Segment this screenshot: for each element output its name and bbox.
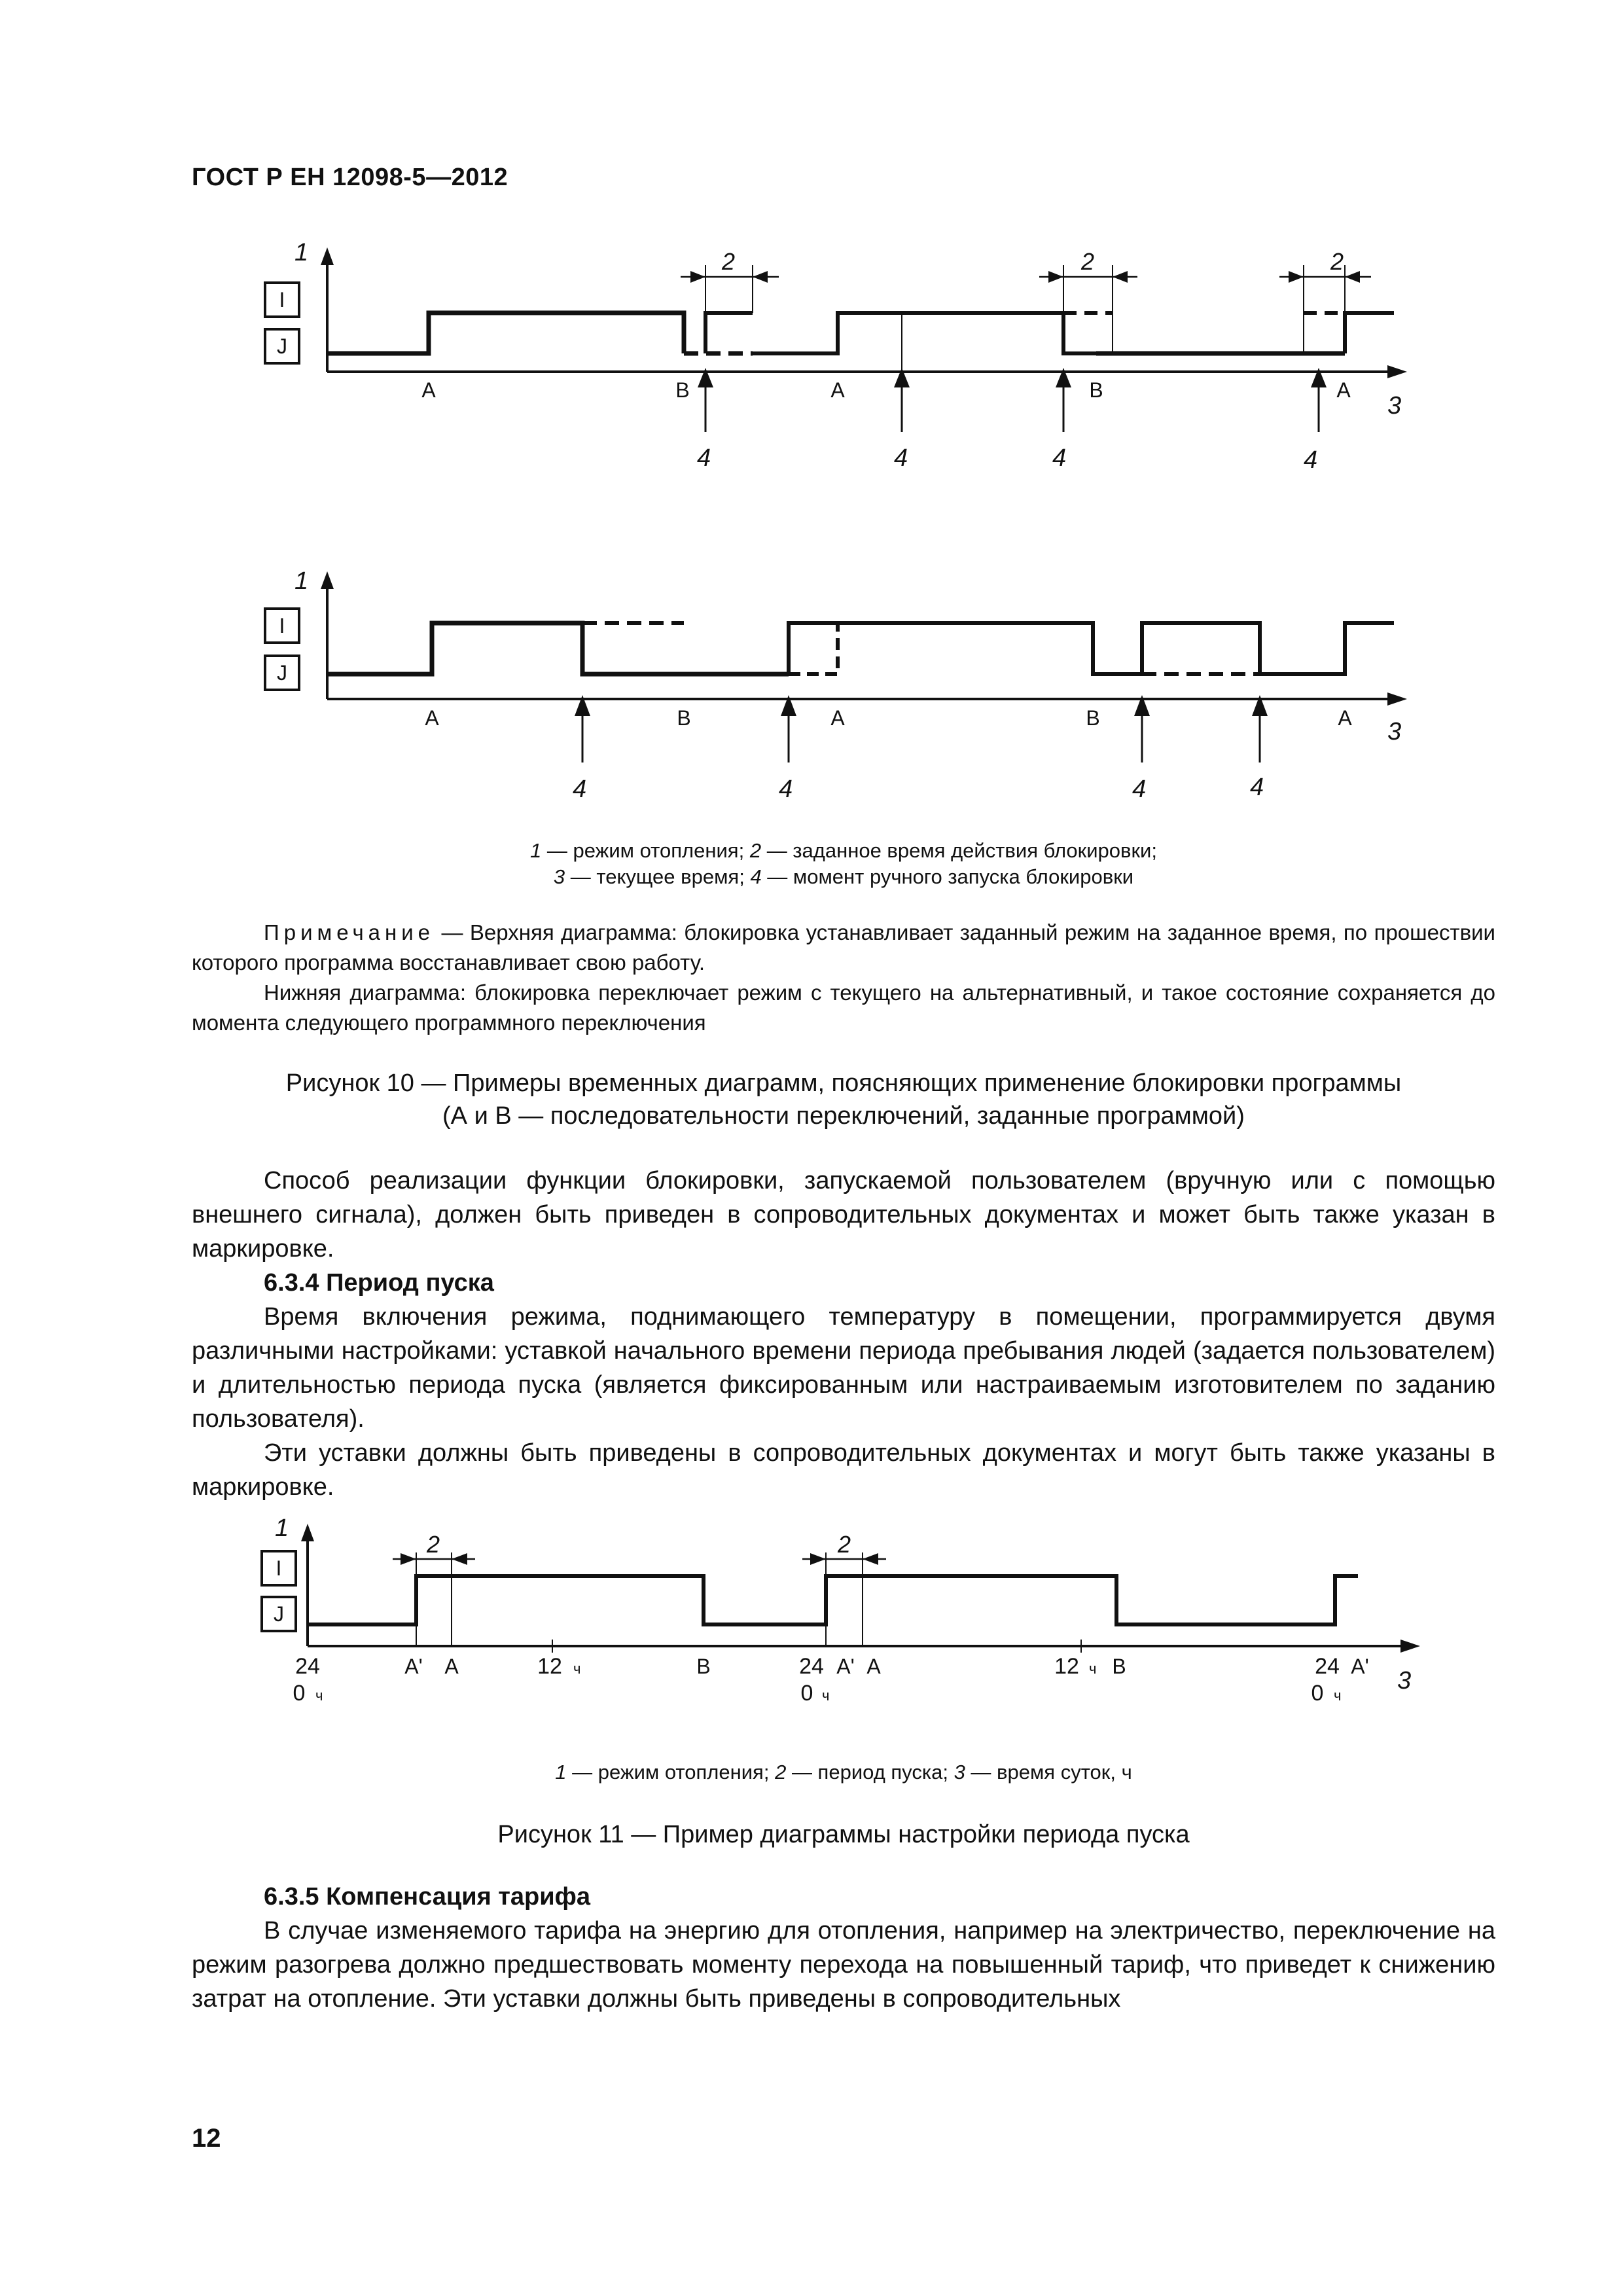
event-label-a: A bbox=[830, 378, 845, 402]
hour-unit: ч bbox=[315, 1687, 323, 1704]
label-a: A bbox=[866, 1655, 881, 1678]
label-a-prime: A' bbox=[1351, 1655, 1369, 1678]
interval-label: 2 bbox=[426, 1531, 440, 1558]
figure11-diagram bbox=[0, 1512, 1623, 1728]
event-label-a: A bbox=[830, 706, 845, 730]
interval-label: 2 bbox=[1080, 248, 1095, 275]
y-axis-label: 1 bbox=[294, 242, 309, 266]
event-label-a: A bbox=[425, 706, 439, 730]
label-a: A bbox=[444, 1655, 459, 1678]
mode-label-j: J bbox=[274, 1602, 284, 1626]
interval-label: 2 bbox=[837, 1531, 851, 1558]
mode-label-i: I bbox=[279, 288, 285, 312]
label-a-prime: A' bbox=[836, 1655, 855, 1678]
mode-label-j: J bbox=[277, 661, 287, 685]
event-label-b: B bbox=[677, 706, 691, 730]
figure10-bottom-diagram bbox=[0, 563, 1623, 805]
body-section-2 bbox=[192, 1880, 1495, 2016]
arrow-label: 4 bbox=[697, 444, 711, 472]
figure10-top-diagram bbox=[0, 242, 1623, 484]
mode-label-i: I bbox=[279, 614, 285, 637]
tick-24: 24 bbox=[295, 1654, 320, 1679]
y-axis-label: 1 bbox=[275, 1515, 289, 1542]
tick-12: 12 bbox=[537, 1654, 562, 1679]
paragraph: Эти уставки должны быть приведены в сопроводительных документах и могут быть также указаны в маркировке. bbox=[192, 1439, 1495, 1501]
page-number: 12 bbox=[192, 2124, 221, 2153]
hour-unit: ч bbox=[1334, 1687, 1342, 1704]
label-a-prime: A' bbox=[404, 1655, 423, 1678]
x-axis-label: 3 bbox=[1397, 1667, 1412, 1695]
hour-unit: ч bbox=[822, 1687, 830, 1704]
mode-label-j: J bbox=[277, 334, 287, 358]
body-section-1 bbox=[192, 1164, 1495, 1504]
figure11-legend: 1 — режим отопления; 2 — период пуска; 3 — время суток, ч bbox=[555, 1761, 1132, 1784]
tick-0: 0 bbox=[293, 1681, 306, 1706]
section-heading: 6.3.4 Период пуска bbox=[264, 1269, 494, 1297]
event-label-b: B bbox=[1086, 706, 1100, 730]
paragraph: Время включения режима, поднимающего температуру в помещении, программируется двумя различными настройками: уставкой начального времени периода пребывания людей (задается пользователем) и длительностью периода пуска (является фиксированным или настраиваемым изготовителем по заданию пользователя). bbox=[192, 1303, 1495, 1433]
tick-0: 0 bbox=[1311, 1681, 1324, 1706]
tick-12: 12 bbox=[1054, 1654, 1079, 1679]
arrow-label: 4 bbox=[894, 444, 908, 472]
event-label-a: A bbox=[1336, 378, 1351, 402]
hour-unit: ч bbox=[1089, 1660, 1097, 1677]
x-axis-label: 3 bbox=[1387, 718, 1402, 745]
arrow-label: 4 bbox=[779, 776, 793, 803]
interval-label: 2 bbox=[721, 248, 736, 275]
tick-24: 24 bbox=[1315, 1654, 1340, 1679]
x-axis-label: 3 bbox=[1387, 392, 1402, 420]
document-header: ГОСТ Р ЕН 12098-5—2012 bbox=[192, 164, 508, 191]
y-axis-label: 1 bbox=[294, 567, 309, 595]
arrow-label: 4 bbox=[1250, 774, 1264, 801]
interval-label: 2 bbox=[1330, 248, 1344, 275]
arrow-label: 4 bbox=[573, 776, 587, 803]
event-label-a: A bbox=[421, 378, 436, 402]
mode-label-i: I bbox=[276, 1556, 282, 1580]
event-label-a: A bbox=[1338, 706, 1352, 730]
arrow-label: 4 bbox=[1304, 446, 1318, 474]
section-heading: 6.3.5 Компенсация тарифа bbox=[264, 1883, 591, 1910]
note-paragraph: Нижняя диаграмма: блокировка переключает режим с текущего на альтернативный, и такое состояние сохраняется до момента следующего программного переключения bbox=[192, 980, 1495, 1035]
paragraph: В случае изменяемого тарифа на энергию для отопления, например на электричество, переключение на режим разогрева должно предшествовать моменту перехода на повышенный тариф, что приведет к снижению затрат на отопление. Эти уставки должны быть приведены в сопроводительных bbox=[192, 1917, 1495, 2013]
figure11-caption: Рисунок 11 — Пример диаграммы настройки периода пуска bbox=[497, 1821, 1190, 1848]
arrow-label: 4 bbox=[1132, 776, 1147, 803]
figure10-legend: 1 — режим отопления; 2 — заданное время действия блокировки; 3 — текущее время; 4 — момент ручного запуска блокировки bbox=[530, 839, 1157, 888]
tick-0: 0 bbox=[800, 1681, 813, 1706]
figure10-note: Примечание — Верхняя диаграмма: блокировка устанавливает заданный режим на заданное время, по прошествии которого программа восстанавливает свою работу. Нижняя диаграмма: блокировка переключает режим с текущего на альтернативный, и такое состояние сохраняется до момента следующего программного переключения bbox=[192, 918, 1495, 1038]
hour-unit: ч bbox=[573, 1660, 581, 1677]
note-label: Примечание bbox=[264, 920, 435, 944]
label-b: B bbox=[1112, 1655, 1126, 1678]
paragraph: Способ реализации функции блокировки, запускаемой пользователем (вручную или с помощью внешнего сигнала), должен быть приведен в сопроводительных документах и может быть также указан в маркировке. bbox=[192, 1167, 1495, 1263]
event-label-b: B bbox=[675, 378, 690, 402]
event-label-b: B bbox=[1089, 378, 1103, 402]
label-b: B bbox=[696, 1655, 711, 1678]
tick-24: 24 bbox=[799, 1654, 824, 1679]
figure10-caption: Рисунок 10 — Примеры временных диаграмм, поясняющих применение блокировки программы (А и В — последовательности переключений, заданные программой) bbox=[285, 1069, 1402, 1130]
arrow-label: 4 bbox=[1052, 444, 1067, 472]
